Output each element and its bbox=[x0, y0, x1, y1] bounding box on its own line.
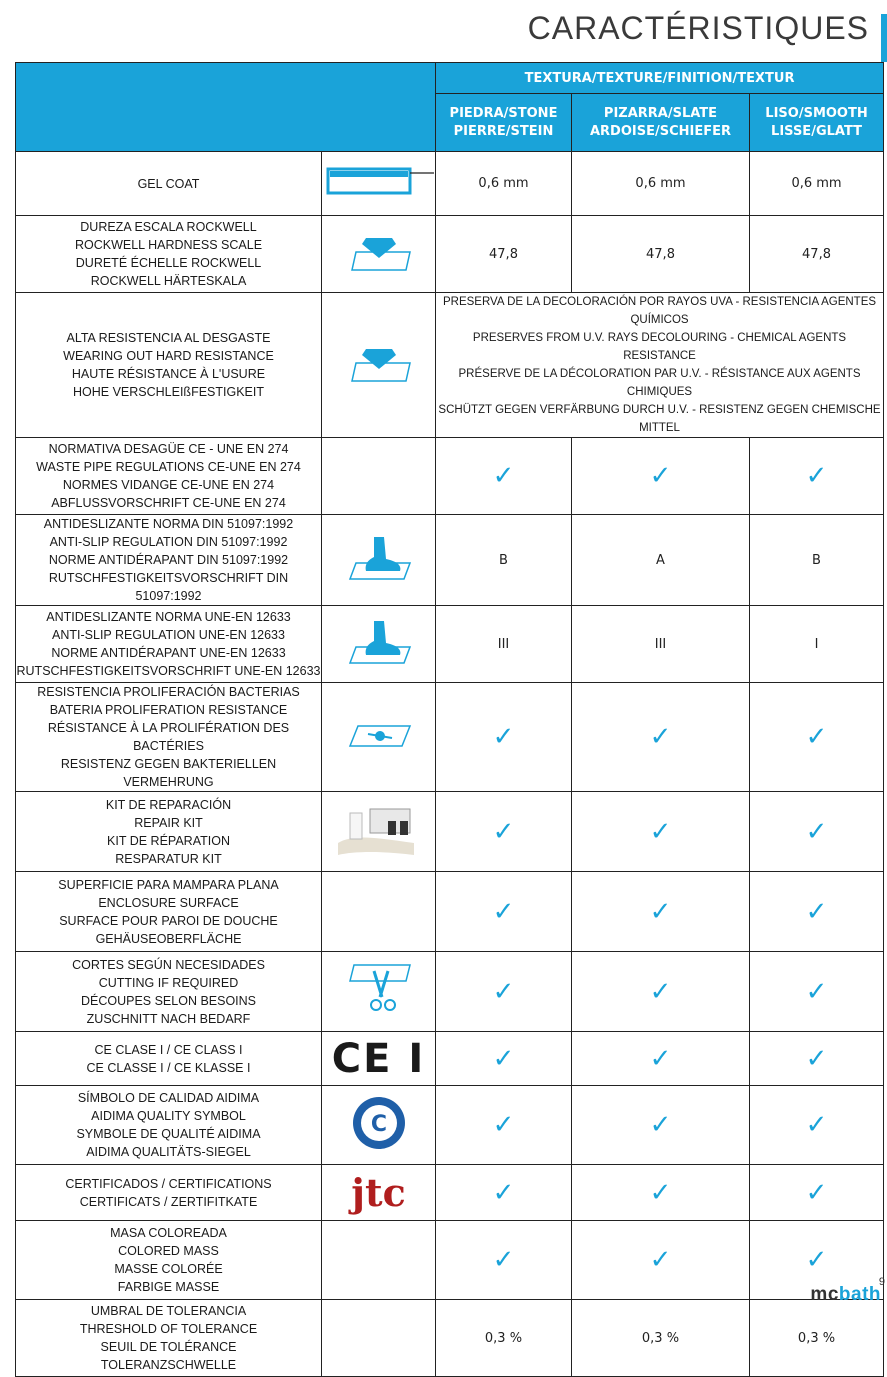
texture-header: TEXTURA/TEXTURE/FINITION/TEXTUR bbox=[436, 63, 884, 94]
feature-icon-cell bbox=[322, 515, 436, 606]
table-row bbox=[16, 1221, 884, 1300]
value-cell: III bbox=[572, 606, 750, 683]
feature-icon-cell bbox=[322, 872, 436, 952]
feature-icon-cell bbox=[322, 952, 436, 1032]
checkmark-icon: ✓ bbox=[572, 872, 750, 952]
checkmark-icon: ✓ bbox=[436, 872, 572, 952]
value-cell: 0,3 % bbox=[436, 1300, 572, 1377]
feature-name: UMBRAL DE TOLERANCIA THRESHOLD OF TOLERANCE SEUIL DE TOLÉRANCE TOLERANZSCHWELLE bbox=[16, 1300, 322, 1377]
column-header-slate: PIZARRA/SLATE ARDOISE/SCHIEFER bbox=[572, 94, 750, 152]
diamond-wear-icon bbox=[344, 341, 414, 390]
feature-icon-cell bbox=[322, 606, 436, 683]
checkmark-icon: ✓ bbox=[572, 438, 750, 515]
checkmark-icon: ✓ bbox=[436, 1086, 572, 1165]
checkmark-icon: ✓ bbox=[750, 792, 884, 872]
column-header-smooth: LISO/SMOOTH LISSE/GLATT bbox=[750, 94, 884, 152]
checkmark-icon: ✓ bbox=[750, 438, 884, 515]
value-cell: 0,6 mm bbox=[750, 152, 884, 216]
table-row bbox=[16, 293, 884, 438]
value-cell: 47,8 bbox=[436, 216, 572, 293]
checkmark-icon: ✓ bbox=[572, 1165, 750, 1221]
checkmark-icon: ✓ bbox=[436, 438, 572, 515]
checkmark-icon: ✓ bbox=[436, 952, 572, 1032]
feature-icon-cell bbox=[322, 1300, 436, 1377]
checkmark-icon: ✓ bbox=[572, 1086, 750, 1165]
checkmark-icon: ✓ bbox=[750, 952, 884, 1032]
feature-icon-cell bbox=[322, 683, 436, 792]
value-cell: 47,8 bbox=[572, 216, 750, 293]
foot-icon bbox=[344, 533, 414, 588]
checkmark-icon: ✓ bbox=[572, 792, 750, 872]
feature-icon-cell bbox=[322, 1086, 436, 1165]
checkmark-icon: ✓ bbox=[750, 1032, 884, 1086]
table-row bbox=[16, 1086, 884, 1165]
table-row bbox=[16, 152, 884, 216]
value-cell: 0,6 mm bbox=[572, 152, 750, 216]
checkmark-icon: ✓ bbox=[436, 1032, 572, 1086]
feature-name: NORMATIVA DESAGÜE CE - UNE EN 274 WASTE PIPE REGULATIONS CE-UNE EN 274 NORMES VIDANGE CE-UNE EN 274 ABFLUSSVORSCHRIFT CE-UNE EN 274 bbox=[16, 438, 322, 515]
value-cell: B bbox=[750, 515, 884, 606]
feature-name: DUREZA ESCALA ROCKWELL ROCKWELL HARDNESS SCALE DURETÉ ÉCHELLE ROCKWELL ROCKWELL HÄRTESKALA bbox=[16, 216, 322, 293]
table-row bbox=[16, 515, 884, 606]
checkmark-icon: ✓ bbox=[750, 872, 884, 952]
bacteria-icon bbox=[344, 720, 414, 755]
feature-name: CORTES SEGÚN NECESIDADES CUTTING IF REQUIRED DÉCOUPES SELON BESOINS ZUSCHNITT NACH BEDARF bbox=[16, 952, 322, 1032]
feature-icon-cell bbox=[322, 1165, 436, 1221]
feature-icon-cell bbox=[322, 438, 436, 515]
gel-coat-icon bbox=[324, 161, 434, 206]
aidima-icon bbox=[351, 1095, 407, 1156]
checkmark-icon: ✓ bbox=[436, 792, 572, 872]
checkmark-icon: ✓ bbox=[750, 683, 884, 792]
feature-name: CERTIFICADOS / CERTIFICATIONS CERTIFICATS / ZERTIFITKATE bbox=[16, 1165, 322, 1221]
checkmark-icon: ✓ bbox=[750, 1086, 884, 1165]
feature-icon-cell bbox=[322, 1221, 436, 1300]
table-row bbox=[16, 952, 884, 1032]
title-accent-bar bbox=[881, 14, 887, 62]
table-row bbox=[16, 1032, 884, 1086]
table-row bbox=[16, 683, 884, 792]
feature-icon-cell bbox=[322, 792, 436, 872]
checkmark-icon: ✓ bbox=[750, 1221, 884, 1300]
checkmark-icon: ✓ bbox=[572, 952, 750, 1032]
feature-icon-cell bbox=[322, 152, 436, 216]
table-row bbox=[16, 792, 884, 872]
page-title: CARACTÉRISTIQUES bbox=[527, 10, 869, 46]
value-cell: 0,6 mm bbox=[436, 152, 572, 216]
feature-name: KIT DE REPARACIÓN REPAIR KIT KIT DE RÉPARATION RESPARATUR KIT bbox=[16, 792, 322, 872]
svg-text:C: C bbox=[370, 1111, 387, 1137]
table-row bbox=[16, 606, 884, 683]
table-row bbox=[16, 438, 884, 515]
feature-name: ALTA RESISTENCIA AL DESGASTE WEARING OUT HARD RESISTANCE HAUTE RÉSISTANCE À L'USURE HOHE VERSCHLEIßFESTIGKEIT bbox=[16, 293, 322, 438]
jtc-logo: jtc bbox=[351, 1170, 406, 1215]
feature-name: SÍMBOLO DE CALIDAD AIDIMA AIDIMA QUALITY SYMBOL SYMBOLE DE QUALITÉ AIDIMA AIDIMA QUALITÄTS-SIEGEL bbox=[16, 1086, 322, 1165]
checkmark-icon: ✓ bbox=[436, 1221, 572, 1300]
feature-name: GEL COAT bbox=[16, 152, 322, 216]
value-cell: 0,3 % bbox=[750, 1300, 884, 1377]
feature-icon-cell bbox=[322, 293, 436, 438]
table-row bbox=[16, 872, 884, 952]
value-cell: A bbox=[572, 515, 750, 606]
repair-kit-image bbox=[334, 799, 424, 864]
column-header-stone: PIEDRA/STONE PIERRE/STEIN bbox=[436, 94, 572, 152]
feature-name: ANTIDESLIZANTE NORMA DIN 51097:1992 ANTI-SLIP REGULATION DIN 51097:1992 NORME ANTIDÉRAPANT DIN 51097:1992 RUTSCHFESTIGKEITSVORSCHRIFT DIN 51097:1992 bbox=[16, 515, 322, 606]
feature-icon-cell bbox=[322, 216, 436, 293]
feature-name: SUPERFICIE PARA MAMPARA PLANA ENCLOSURE SURFACE SURFACE POUR PAROI DE DOUCHE GEHÄUSEOBERFLÄCHE bbox=[16, 872, 322, 952]
table-row bbox=[16, 1165, 884, 1221]
value-cell: I bbox=[750, 606, 884, 683]
checkmark-icon: ✓ bbox=[572, 683, 750, 792]
checkmark-icon: ✓ bbox=[572, 1221, 750, 1300]
mcbath-logo: mcbath bbox=[810, 1284, 881, 1305]
value-cell: III bbox=[436, 606, 572, 683]
foot-icon bbox=[344, 617, 414, 672]
checkmark-icon: ✓ bbox=[436, 683, 572, 792]
checkmark-icon: ✓ bbox=[750, 1165, 884, 1221]
value-cell: 47,8 bbox=[750, 216, 884, 293]
wide-value-cell: PRESERVA DE LA DECOLORACIÓN POR RAYOS UVA - RESISTENCIA AGENTES QUÍMICOS PRESERVES FROM U.V. RAYS DECOLOURING - CHEMICAL AGENTS RESISTANCE PRÉSERVE DE LA DÉCOLORATION PAR U.V. - RÉSISTANCE AUX AGENTS CHIMIQUES SCHÜTZT GEGEN VERFÄRBUNG DURCH U.V. - RESISTENZ GEGEN CHEMISCHE MITTEL bbox=[436, 293, 884, 438]
value-cell: 0,3 % bbox=[572, 1300, 750, 1377]
checkmark-icon: ✓ bbox=[572, 1032, 750, 1086]
table-row bbox=[16, 1300, 884, 1377]
page-number: 9 bbox=[878, 1276, 885, 1288]
ce-mark-icon: CE I bbox=[331, 1035, 426, 1082]
feature-name: ANTIDESLIZANTE NORMA UNE-EN 12633 ANTI-SLIP REGULATION UNE-EN 12633 NORME ANTIDÉRAPANT UNE-EN 12633 RUTSCHFESTIGKEITSVORSCHRIFT UNE-EN 12633 bbox=[16, 606, 322, 683]
diamond-hardness-icon bbox=[344, 230, 414, 279]
feature-icon-cell bbox=[322, 1032, 436, 1086]
characteristics-table bbox=[15, 62, 884, 1377]
feature-name: MASA COLOREADA COLORED MASS MASSE COLORÉE FARBIGE MASSE bbox=[16, 1221, 322, 1300]
table-row bbox=[16, 216, 884, 293]
feature-name: RESISTENCIA PROLIFERACIÓN BACTERIAS BATERIA PROLIFERATION RESISTANCE RÉSISTANCE À LA PROLIFÉRATION DES BACTÉRIES RESISTENZ GEGEN BAKTERIELLEN VERMEHRUNG bbox=[16, 683, 322, 792]
scissors-icon bbox=[344, 961, 414, 1022]
checkmark-icon: ✓ bbox=[436, 1165, 572, 1221]
value-cell: B bbox=[436, 515, 572, 606]
header-blank bbox=[16, 63, 436, 152]
feature-name: CE CLASE I / CE CLASS I CE CLASSE I / CE KLASSE I bbox=[16, 1032, 322, 1086]
